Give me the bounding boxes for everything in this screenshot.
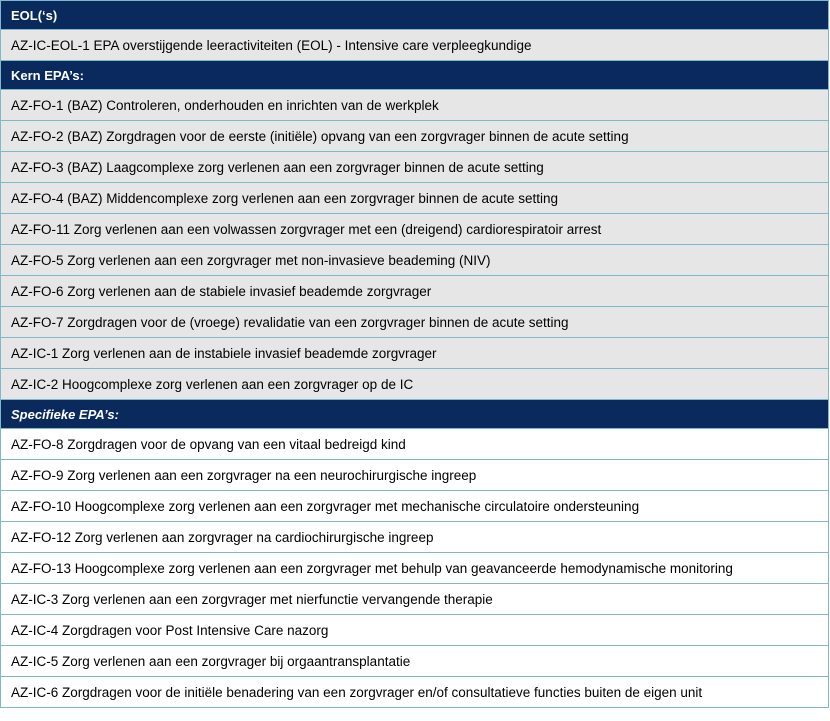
epa-item-cell: AZ-IC-1 Zorg verlenen aan de instabiele invasief beademde zorgvrager: [1, 338, 829, 369]
table-row: [1, 183, 829, 214]
epa-item-cell: AZ-IC-2 Hoogcomplexe zorg verlenen aan een zorgvrager op de IC: [1, 369, 829, 400]
epa-item-cell: AZ-FO-9 Zorg verlenen aan een zorgvrager na een neurochirurgische ingreep: [1, 460, 829, 491]
table-row: [1, 152, 829, 183]
epa-item-cell: AZ-FO-10 Hoogcomplexe zorg verlenen aan een zorgvrager met mechanische circulatoire ondersteuning: [1, 491, 829, 522]
table-row: [1, 369, 829, 400]
section-header: Specifieke EPA’s:: [1, 400, 829, 429]
table-row: [1, 460, 829, 491]
epa-item-cell: AZ-FO-13 Hoogcomplexe zorg verlenen aan een zorgvrager met behulp van geavanceerde hemodynamische monitoring: [1, 553, 829, 584]
epa-item-cell: AZ-FO-11 Zorg verlenen aan een volwassen zorgvrager met een (dreigend) cardiorespiratoir arrest: [1, 214, 829, 245]
epa-item-cell: AZ-IC-6 Zorgdragen voor de initiële benadering van een zorgvrager en/of consultatieve functies buiten de eigen unit: [1, 677, 829, 708]
epa-item-cell: AZ-FO-4 (BAZ) Middencomplexe zorg verlenen aan een zorgvrager binnen de acute setting: [1, 183, 829, 214]
table-row: [1, 646, 829, 677]
table-row: [1, 584, 829, 615]
epa-item-cell: AZ-IC-4 Zorgdragen voor Post Intensive Care nazorg: [1, 615, 829, 646]
epa-item-cell: AZ-IC-5 Zorg verlenen aan een zorgvrager bij orgaantransplantatie: [1, 646, 829, 677]
table-row: [1, 491, 829, 522]
table-row: [1, 30, 829, 61]
section-header: EOL(‘s): [1, 1, 829, 30]
table-row: [1, 90, 829, 121]
table-row: [1, 553, 829, 584]
table-row: [1, 276, 829, 307]
table-row: [1, 522, 829, 553]
epa-item-cell: AZ-FO-1 (BAZ) Controleren, onderhouden en inrichten van de werkplek: [1, 90, 829, 121]
epa-item-cell: AZ-IC-EOL-1 EPA overstijgende leeractiviteiten (EOL) - Intensive care verpleegkundige: [1, 30, 829, 61]
section-header: Kern EPA’s:: [1, 61, 829, 90]
table-row: [1, 245, 829, 276]
table-row: [1, 121, 829, 152]
epa-item-cell: AZ-FO-8 Zorgdragen voor de opvang van een vitaal bedreigd kind: [1, 429, 829, 460]
table-row: [1, 615, 829, 646]
epa-item-cell: AZ-FO-3 (BAZ) Laagcomplexe zorg verlenen aan een zorgvrager binnen de acute setting: [1, 152, 829, 183]
epa-item-cell: AZ-IC-3 Zorg verlenen aan een zorgvrager met nierfunctie vervangende therapie: [1, 584, 829, 615]
epa-item-cell: AZ-FO-12 Zorg verlenen aan zorgvrager na cardiochirurgische ingreep: [1, 522, 829, 553]
epa-item-cell: AZ-FO-5 Zorg verlenen aan een zorgvrager met non-invasieve beademing (NIV): [1, 245, 829, 276]
section-header-row: [1, 400, 829, 429]
table-row: [1, 214, 829, 245]
epa-item-cell: AZ-FO-2 (BAZ) Zorgdragen voor de eerste (initiële) opvang van een zorgvrager binnen de acute setting: [1, 121, 829, 152]
table-row: [1, 338, 829, 369]
epa-item-cell: AZ-FO-7 Zorgdragen voor de (vroege) revalidatie van een zorgvrager binnen de acute setting: [1, 307, 829, 338]
table-row: [1, 307, 829, 338]
epa-table-body: [1, 1, 829, 708]
section-header-row: [1, 1, 829, 30]
table-row: [1, 677, 829, 708]
table-row: [1, 429, 829, 460]
epa-item-cell: AZ-FO-6 Zorg verlenen aan de stabiele invasief beademde zorgvrager: [1, 276, 829, 307]
section-header-row: [1, 61, 829, 90]
